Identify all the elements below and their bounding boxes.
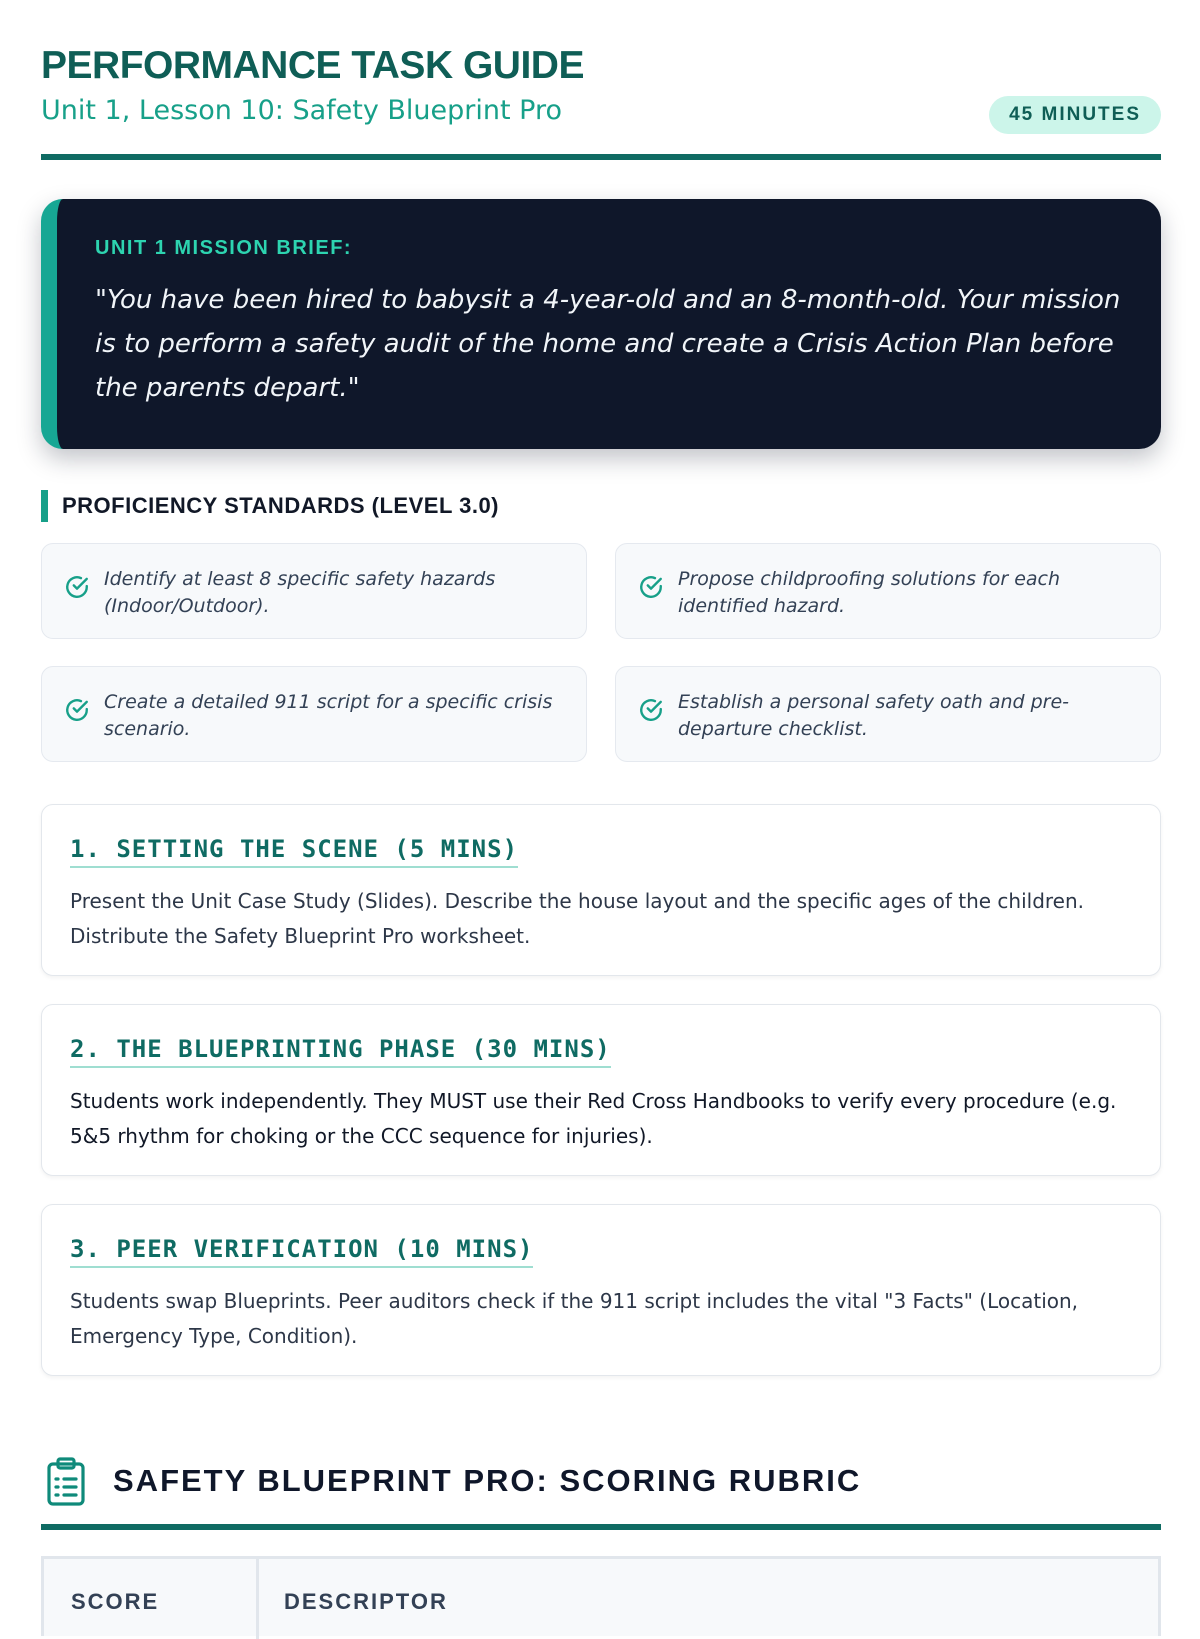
standard-card: [41, 543, 587, 639]
check-circle-icon: [638, 697, 664, 723]
page-title: PERFORMANCE TASK GUIDE: [41, 44, 584, 87]
phase-title: 3. PEER VERIFICATION (10 MINS): [70, 1235, 533, 1268]
lesson-subtitle: Unit 1, Lesson 10: Safety Blueprint Pro: [41, 95, 563, 126]
column-divider: [256, 1559, 259, 1639]
column-header-descriptor: DESCRIPTOR: [284, 1589, 448, 1614]
rubric-title: SAFETY BLUEPRINT PRO: SCORING RUBRIC: [113, 1463, 862, 1498]
phase-title: 2. THE BLUEPRINTING PHASE (30 MINS): [70, 1035, 611, 1068]
mission-brief: [41, 199, 1161, 449]
standard-card: [41, 666, 587, 762]
phase-description: Present the Unit Case Study (Slides). Describe the house layout and the specific ages of the children. Distribute the Safety Blueprint Pro worksheet.: [70, 889, 1085, 948]
phase-description: Students work independently. They MUST use their Red Cross Handbooks to verify every procedure (e.g. 5&5 rhythm for choking or the CCC sequence for injuries).: [70, 1089, 1117, 1148]
column-header-score: SCORE: [71, 1589, 160, 1614]
phase-card-peer-verification: [41, 1204, 1161, 1376]
standard-text: Create a detailed 911 script for a specific crisis scenario.: [104, 691, 553, 740]
standards-heading: PROFICIENCY STANDARDS (LEVEL 3.0): [41, 490, 499, 522]
check-circle-icon: [64, 574, 90, 600]
standard-text: Establish a personal safety oath and pre-departure checklist.: [678, 691, 1070, 740]
clipboard-icon: [46, 1457, 86, 1507]
page-header: [41, 40, 1161, 160]
check-circle-icon: [64, 697, 90, 723]
phase-title: 1. SETTING THE SCENE (5 MINS): [70, 835, 518, 868]
standard-text: Propose childproofing solutions for each identified hazard.: [678, 568, 1061, 617]
phase-description: Students swap Blueprints. Peer auditors check if the 911 script includes the vital "3 Facts" (Location, Emergency Type, Condition).: [70, 1289, 1079, 1348]
rubric-table: [41, 1556, 1161, 1636]
mission-brief-label: UNIT 1 MISSION BRIEF:: [95, 237, 353, 259]
mission-brief-text: "You have been hired to babysit a 4-year-old and an 8-month-old. Your mission is to perform a safety audit of the home and create a Crisis Action Plan before the parents depart.": [95, 285, 1121, 403]
check-circle-icon: [638, 574, 664, 600]
standard-card: [615, 543, 1161, 639]
phase-card-blueprinting: [41, 1004, 1161, 1176]
rubric-header: [41, 1455, 1161, 1530]
duration-badge: 45 MINUTES: [989, 96, 1161, 134]
phase-card-setting-the-scene: [41, 804, 1161, 976]
standard-text: Identify at least 8 specific safety hazards (Indoor/Outdoor).: [104, 568, 496, 617]
standard-card: [615, 666, 1161, 762]
